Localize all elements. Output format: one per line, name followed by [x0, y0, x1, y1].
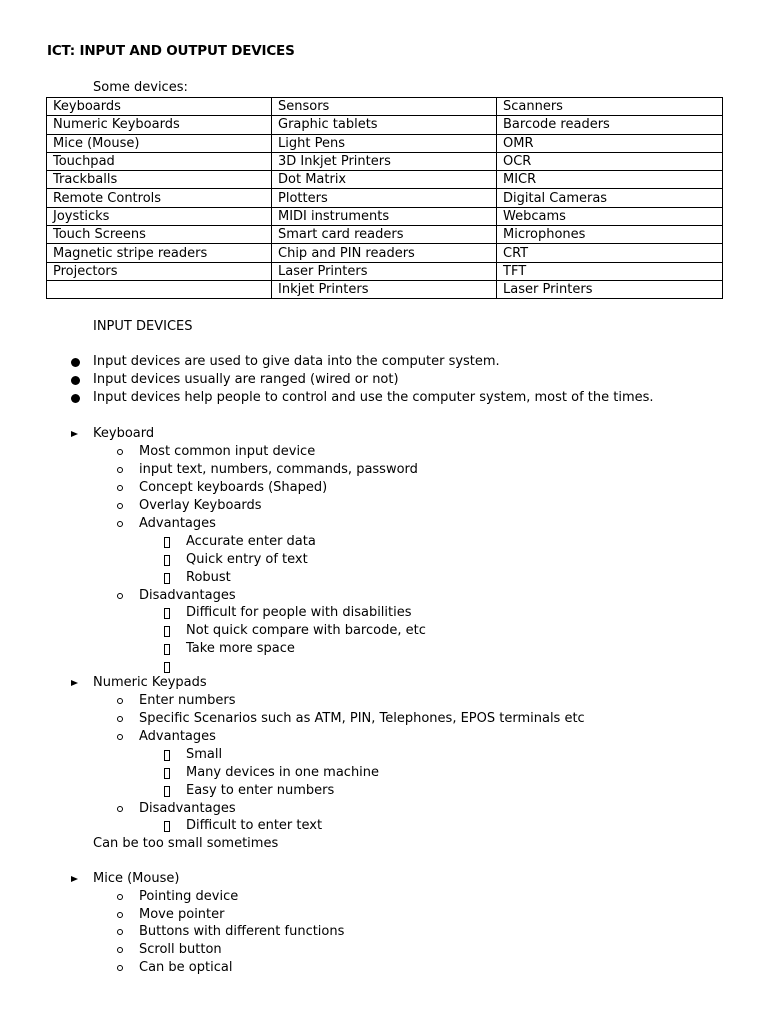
- missing-glyph-bullet-icon: [164, 573, 170, 584]
- table-cell: Barcode readers: [497, 116, 723, 134]
- list-item: Overlay Keyboards: [139, 498, 262, 513]
- table-cell: Plotters: [272, 189, 497, 207]
- table-cell: Dot Matrix: [272, 171, 497, 189]
- missing-glyph-bullet-icon: [164, 786, 170, 797]
- list-item: Input devices help people to control and use the computer system, most of the times.: [93, 390, 654, 405]
- table-cell: Scanners: [497, 98, 723, 116]
- list-item: Easy to enter numbers: [186, 782, 335, 798]
- list-item: Difficult for people with disabilities: [186, 605, 412, 620]
- bullet-dot-icon: [71, 394, 80, 403]
- table-cell: Microphones: [497, 226, 723, 244]
- list-item: Most common input device: [139, 444, 316, 459]
- table-row: [47, 207, 723, 225]
- missing-glyph-bullet-icon: [164, 626, 170, 637]
- table-cell: Trackballs: [47, 171, 272, 189]
- table-cell: Light Pens: [272, 134, 497, 152]
- list-item: Buttons with different functions: [139, 924, 345, 940]
- table-cell: Magnetic stripe readers: [47, 244, 272, 262]
- list-item: Disadvantages: [139, 800, 236, 816]
- list-item: Disadvantages: [139, 587, 236, 603]
- circle-bullet-icon: [117, 734, 123, 740]
- missing-glyph-bullet-icon: [164, 662, 170, 673]
- table-cell: Touchpad: [47, 152, 272, 170]
- circle-bullet-icon: [117, 698, 123, 704]
- table-cell: Numeric Keyboards: [47, 116, 272, 134]
- list-item: Concept keyboards (Shaped): [139, 480, 328, 495]
- missing-glyph-bullet-icon: [164, 768, 170, 779]
- list-item: Move pointer: [139, 906, 225, 922]
- circle-bullet-icon: [117, 485, 123, 491]
- circle-bullet-icon: [117, 912, 123, 918]
- table-cell: OMR: [497, 134, 723, 152]
- table-cell: Keyboards: [47, 98, 272, 116]
- circle-bullet-icon: [117, 716, 123, 722]
- intro-text: Some devices:: [93, 80, 188, 95]
- table-cell: Projectors: [47, 262, 272, 280]
- missing-glyph-bullet-icon: [164, 555, 170, 566]
- list-heading: Mice (Mouse): [93, 871, 180, 886]
- list-item: Advantages: [139, 729, 216, 744]
- circle-bullet-icon: [117, 449, 123, 455]
- list-item: Many devices in one machine: [186, 764, 380, 780]
- missing-glyph-bullet-icon: [164, 821, 170, 832]
- document-title: ICT: INPUT AND OUTPUT DEVICES: [47, 43, 295, 59]
- bullet-dot-icon: [71, 358, 80, 367]
- list-item: Accurate enter data: [186, 533, 316, 549]
- table-cell: MICR: [497, 171, 723, 189]
- table-cell: 3D Inkjet Printers: [272, 152, 497, 170]
- list-item: Difficult to enter text: [186, 818, 323, 833]
- table-row: [47, 98, 723, 116]
- table-cell: Mice (Mouse): [47, 134, 272, 152]
- table-row: [47, 189, 723, 207]
- circle-bullet-icon: [117, 467, 123, 473]
- table-cell: Touch Screens: [47, 226, 272, 244]
- table-cell: MIDI instruments: [272, 207, 497, 225]
- missing-glyph-bullet-icon: [164, 750, 170, 761]
- list-item: Enter numbers: [139, 693, 236, 708]
- circle-bullet-icon: [117, 894, 123, 900]
- table-row: [47, 116, 723, 134]
- table-row: [47, 244, 723, 262]
- table-cell: Smart card readers: [272, 226, 497, 244]
- table-cell: Inkjet Printers: [272, 280, 497, 298]
- table-cell: Remote Controls: [47, 189, 272, 207]
- list-heading: Numeric Keypads: [93, 675, 207, 690]
- table-cell: Laser Printers: [497, 280, 723, 298]
- circle-bullet-icon: [117, 929, 123, 935]
- table-cell: TFT: [497, 262, 723, 280]
- table-row: [47, 171, 723, 189]
- table-row: [47, 134, 723, 152]
- table-cell: [47, 280, 272, 298]
- circle-bullet-icon: [117, 503, 123, 509]
- circle-bullet-icon: [117, 806, 123, 812]
- list-item: Quick entry of text: [186, 551, 308, 567]
- table-row: [47, 262, 723, 280]
- table-cell: Laser Printers: [272, 262, 497, 280]
- table-cell: Sensors: [272, 98, 497, 116]
- table-cell: Joysticks: [47, 207, 272, 225]
- list-item: Pointing device: [139, 889, 239, 904]
- circle-bullet-icon: [117, 521, 123, 527]
- table-cell: OCR: [497, 152, 723, 170]
- circle-bullet-icon: [117, 947, 123, 953]
- missing-glyph-bullet-icon: [164, 537, 170, 548]
- table-cell: Webcams: [497, 207, 723, 225]
- table-cell: Chip and PIN readers: [272, 244, 497, 262]
- list-item: Small: [186, 746, 223, 762]
- table-cell: Digital Cameras: [497, 189, 723, 207]
- list-item: Specific Scenarios such as ATM, PIN, Telephones, EPOS terminals etc: [139, 711, 585, 726]
- list-item: Take more space: [186, 641, 295, 656]
- list-item: Can be optical: [139, 959, 233, 975]
- list-item: Input devices usually are ranged (wired or not): [93, 372, 399, 387]
- bullet-dot-icon: [71, 376, 80, 385]
- table-cell: Graphic tablets: [272, 116, 497, 134]
- table-row: [47, 152, 723, 170]
- list-item: Input devices are used to give data into the computer system.: [93, 354, 500, 369]
- table-cell: CRT: [497, 244, 723, 262]
- devices-table: [46, 97, 723, 299]
- note-text: Can be too small sometimes: [93, 836, 279, 851]
- arrow-bullet-icon: [71, 876, 78, 882]
- list-heading: Keyboard: [93, 426, 155, 441]
- table-row: [47, 226, 723, 244]
- missing-glyph-bullet-icon: [164, 608, 170, 619]
- arrow-bullet-icon: [71, 680, 78, 686]
- circle-bullet-icon: [117, 965, 123, 971]
- list-item: input text, numbers, commands, password: [139, 462, 418, 477]
- list-item: Scroll button: [139, 942, 222, 958]
- arrow-bullet-icon: [71, 431, 78, 437]
- table-row: [47, 280, 723, 298]
- circle-bullet-icon: [117, 593, 123, 599]
- list-item: Robust: [186, 569, 231, 585]
- section-heading: INPUT DEVICES: [93, 319, 193, 334]
- missing-glyph-bullet-icon: [164, 644, 170, 655]
- list-item: Not quick compare with barcode, etc: [186, 623, 426, 638]
- list-item: Advantages: [139, 516, 216, 531]
